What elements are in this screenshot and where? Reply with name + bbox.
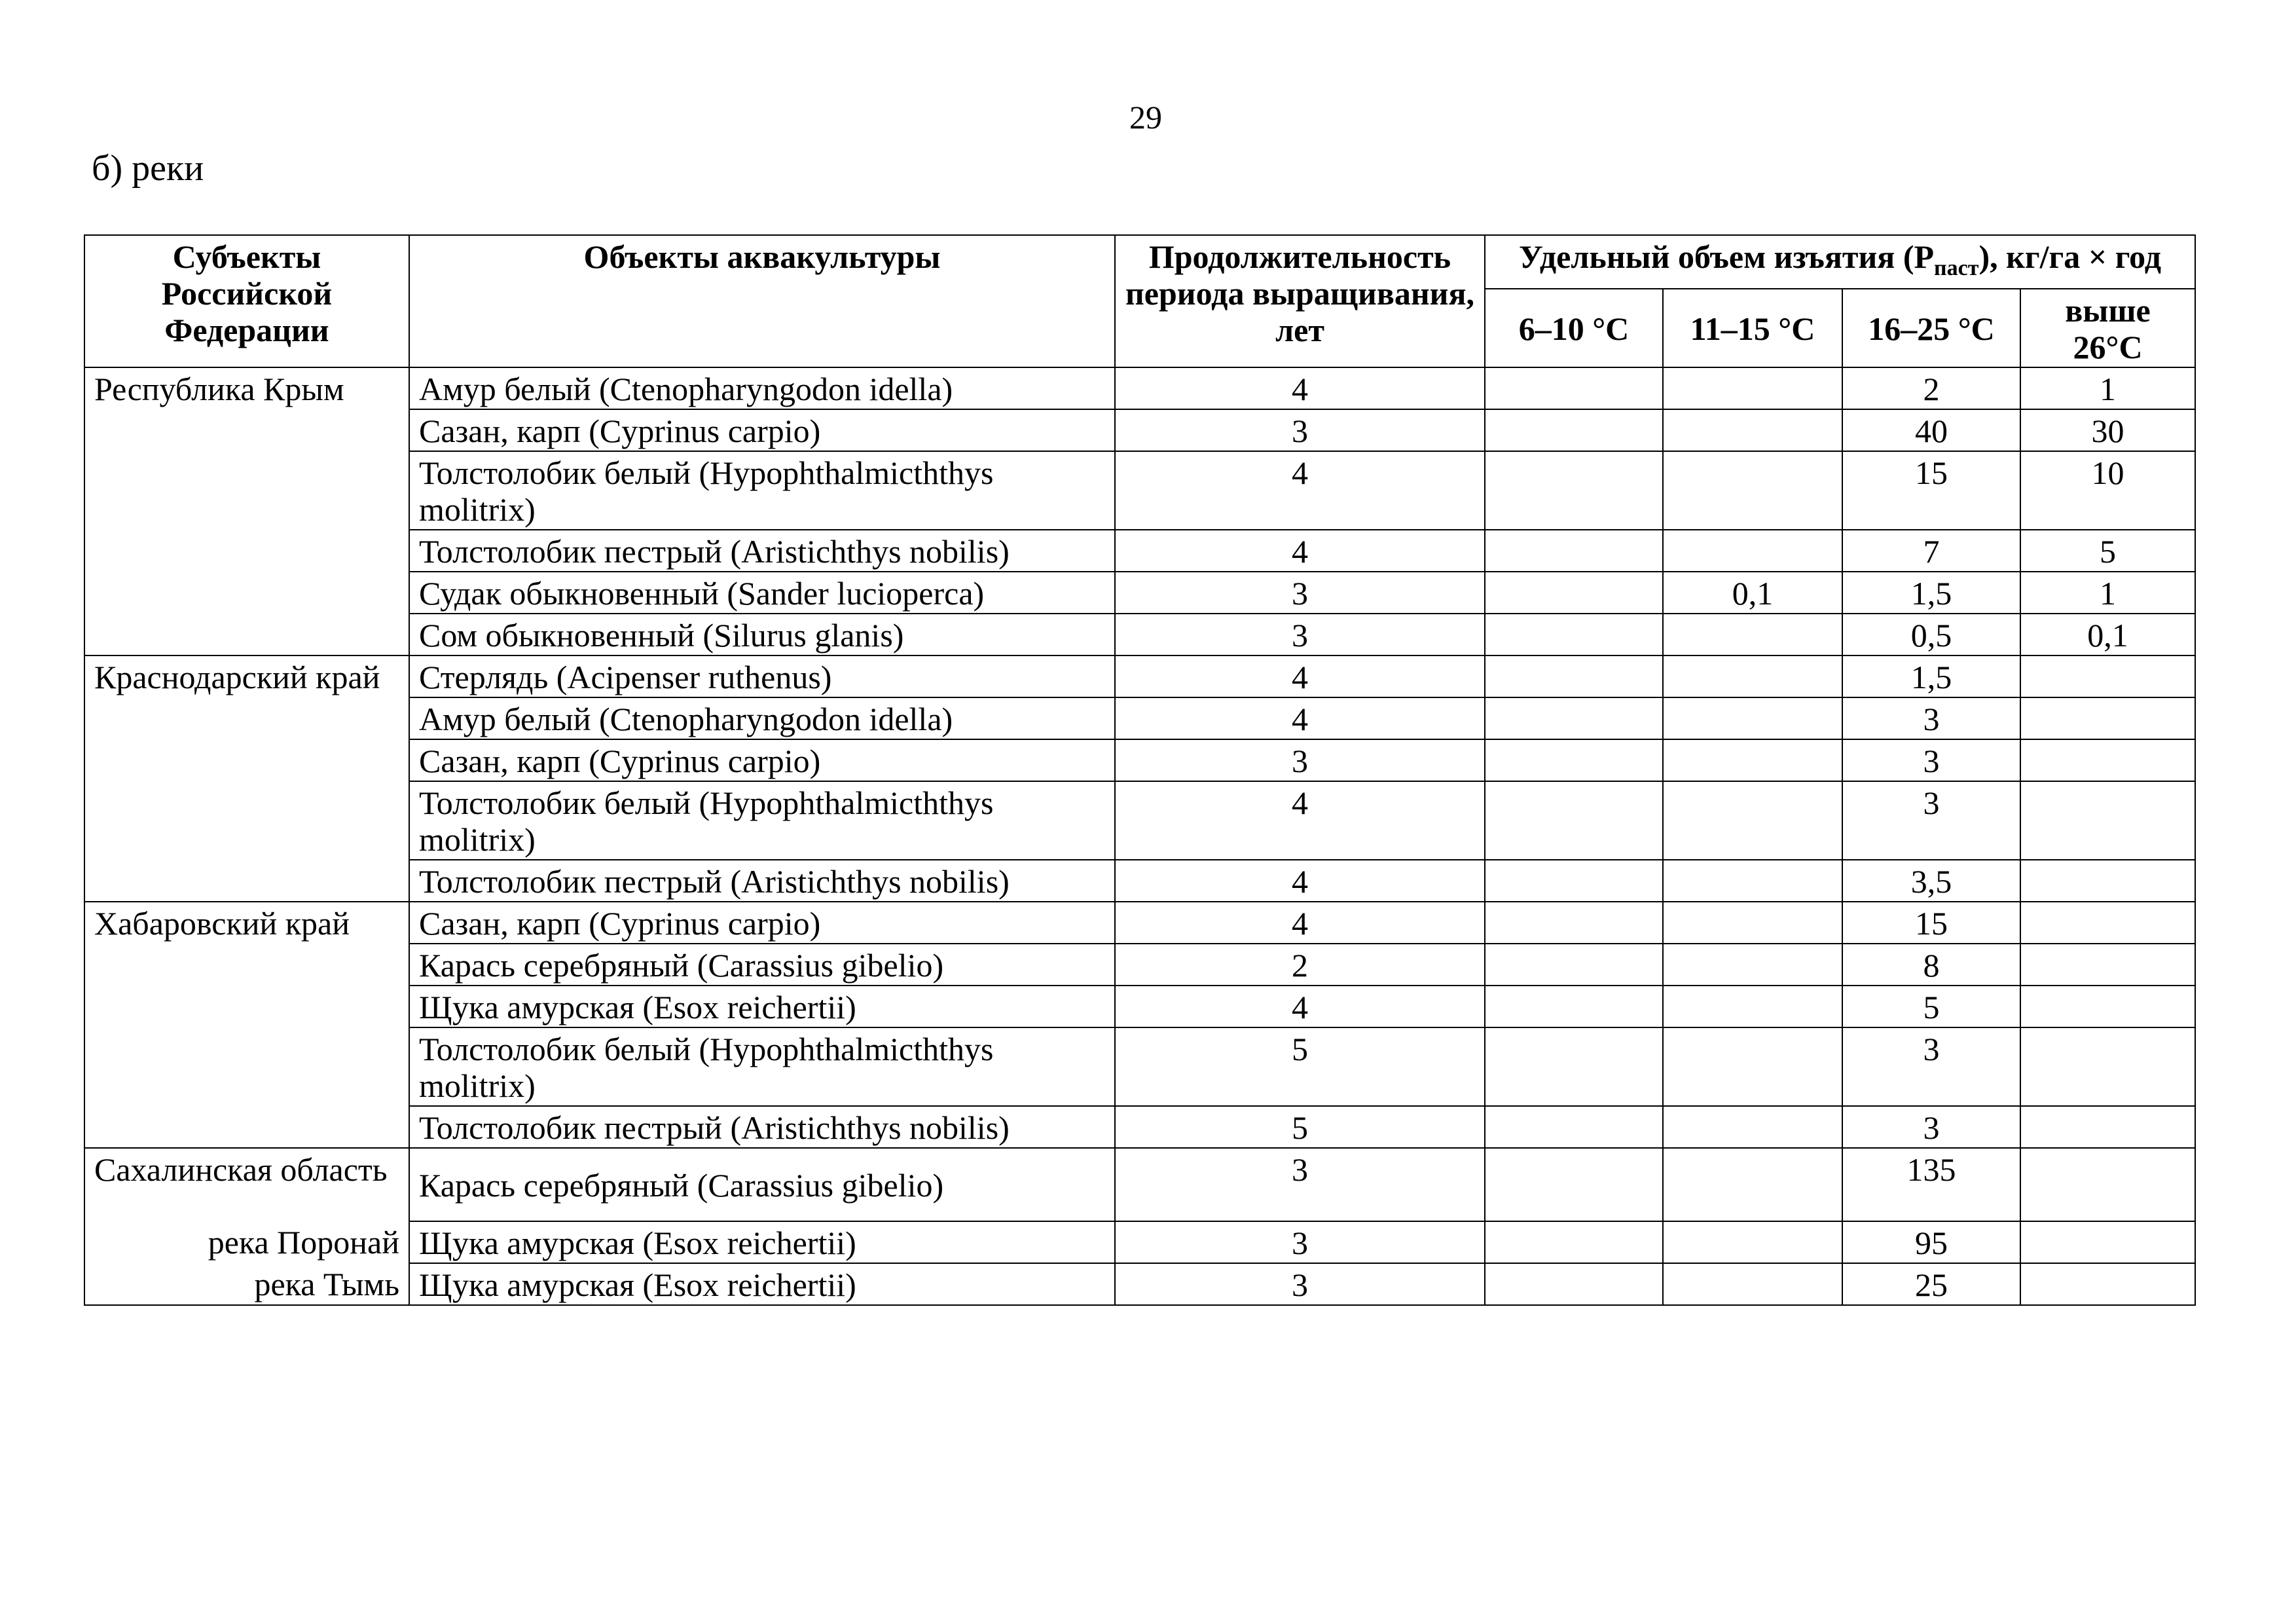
duration-cell: 4 <box>1115 655 1485 697</box>
temp-16-25-cell: 8 <box>1842 944 2020 986</box>
temp-11-15-cell: 0,1 <box>1663 572 1842 614</box>
temp-11-15-cell <box>1663 986 1842 1027</box>
temp-16-25-cell: 3 <box>1842 739 2020 781</box>
table-row <box>84 986 2195 1027</box>
temp-16-25-cell: 15 <box>1842 902 2020 944</box>
subject-cell <box>84 1263 409 1305</box>
temp-6-10-cell <box>1485 655 1663 697</box>
section-title: б) реки <box>92 148 204 189</box>
object-cell: Толстолобик пестрый (Aristichthys nobilis) <box>409 860 1115 902</box>
object-cell: Сазан, карп (Cyprinus carpio) <box>409 902 1115 944</box>
temp-11-15-cell <box>1663 1221 1842 1263</box>
subject-name: Республика Крым <box>94 371 344 407</box>
header-temp-11-15: 11–15 °C <box>1663 289 1842 367</box>
temp-16-25-cell: 40 <box>1842 409 2020 451</box>
temp-11-15-cell <box>1663 860 1842 902</box>
table-row <box>84 572 2195 614</box>
temp-above-26-cell <box>2020 1148 2195 1221</box>
duration-cell: 4 <box>1115 902 1485 944</box>
header-volume-sub: паст <box>1934 256 1979 280</box>
object-cell: Толстолобик пестрый (Aristichthys nobilis) <box>409 530 1115 572</box>
table-row <box>84 781 2195 860</box>
header-objects: Объекты аквакультуры <box>409 235 1115 367</box>
header-temp-6-10: 6–10 °C <box>1485 289 1663 367</box>
table-row <box>84 451 2195 530</box>
temp-above-26-cell <box>2020 860 2195 902</box>
temp-16-25-cell: 3 <box>1842 697 2020 739</box>
temp-16-25-cell: 1,5 <box>1842 572 2020 614</box>
header-volume <box>1485 235 2195 289</box>
object-cell: Карась серебряный (Carassius gibelio) <box>409 944 1115 986</box>
duration-cell: 4 <box>1115 451 1485 530</box>
header-duration: Продолжительность периода выращивания, лет <box>1115 235 1485 367</box>
subject-cell <box>84 986 409 1027</box>
sub-subject-name: река Поронай <box>208 1224 399 1261</box>
duration-cell: 4 <box>1115 986 1485 1027</box>
subject-cell <box>84 902 409 944</box>
temp-6-10-cell <box>1485 781 1663 860</box>
sub-subject-name: река Тымь <box>254 1266 399 1302</box>
subject-cell <box>84 409 409 451</box>
temp-6-10-cell <box>1485 572 1663 614</box>
temp-above-26-cell <box>2020 1106 2195 1148</box>
duration-cell: 3 <box>1115 572 1485 614</box>
temp-11-15-cell <box>1663 367 1842 409</box>
subject-cell <box>84 367 409 409</box>
temp-11-15-cell <box>1663 655 1842 697</box>
subject-cell <box>84 1148 409 1221</box>
temp-16-25-cell: 0,5 <box>1842 614 2020 655</box>
header-subjects: Субъекты Российской Федерации <box>84 235 409 367</box>
table-row <box>84 739 2195 781</box>
table-row <box>84 409 2195 451</box>
temp-16-25-cell: 3 <box>1842 1106 2020 1148</box>
object-cell: Щука амурская (Esox reichertii) <box>409 1221 1115 1263</box>
duration-cell: 4 <box>1115 697 1485 739</box>
temp-16-25-cell: 3 <box>1842 781 2020 860</box>
temp-above-26-cell <box>2020 944 2195 986</box>
object-cell: Щука амурская (Esox reichertii) <box>409 986 1115 1027</box>
duration-cell: 3 <box>1115 614 1485 655</box>
object-cell: Амур белый (Ctenopharyngodon idella) <box>409 697 1115 739</box>
subject-name: Краснодарский край <box>94 659 380 695</box>
temp-6-10-cell <box>1485 1027 1663 1106</box>
object-cell: Амур белый (Ctenopharyngodon idella) <box>409 367 1115 409</box>
table-row <box>84 1148 2195 1221</box>
temp-above-26-cell <box>2020 697 2195 739</box>
temp-11-15-cell <box>1663 614 1842 655</box>
temp-above-26-cell: 10 <box>2020 451 2195 530</box>
temp-16-25-cell: 135 <box>1842 1148 2020 1221</box>
temp-11-15-cell <box>1663 1148 1842 1221</box>
temp-6-10-cell <box>1485 1148 1663 1221</box>
temp-above-26-cell <box>2020 902 2195 944</box>
temp-above-26-cell <box>2020 1263 2195 1305</box>
table-row <box>84 697 2195 739</box>
table-row <box>84 1263 2195 1305</box>
duration-cell: 3 <box>1115 1263 1485 1305</box>
temp-16-25-cell: 15 <box>1842 451 2020 530</box>
subject-cell <box>84 1106 409 1148</box>
temp-6-10-cell <box>1485 697 1663 739</box>
duration-cell: 5 <box>1115 1027 1485 1106</box>
duration-cell: 4 <box>1115 781 1485 860</box>
temp-6-10-cell <box>1485 1263 1663 1305</box>
object-cell: Сазан, карп (Cyprinus carpio) <box>409 739 1115 781</box>
temp-11-15-cell <box>1663 739 1842 781</box>
temp-6-10-cell <box>1485 367 1663 409</box>
object-cell: Карась серебряный (Carassius gibelio) <box>409 1148 1115 1221</box>
object-cell: Толстолобик белый (Hypophthalmicththys molitrix) <box>409 781 1115 860</box>
temp-11-15-cell <box>1663 902 1842 944</box>
temp-6-10-cell <box>1485 986 1663 1027</box>
temp-16-25-cell: 1,5 <box>1842 655 2020 697</box>
subject-cell <box>84 860 409 902</box>
temp-16-25-cell: 95 <box>1842 1221 2020 1263</box>
temp-16-25-cell: 3 <box>1842 1027 2020 1106</box>
header-volume-main: Удельный объем изъятия (P <box>1519 238 1935 275</box>
temp-6-10-cell <box>1485 451 1663 530</box>
temp-11-15-cell <box>1663 1106 1842 1148</box>
temp-6-10-cell <box>1485 944 1663 986</box>
temp-6-10-cell <box>1485 902 1663 944</box>
duration-cell: 4 <box>1115 860 1485 902</box>
object-cell: Сазан, карп (Cyprinus carpio) <box>409 409 1115 451</box>
temp-11-15-cell <box>1663 451 1842 530</box>
temp-6-10-cell <box>1485 614 1663 655</box>
subject-name: Сахалинская область <box>94 1151 388 1188</box>
temp-16-25-cell: 3,5 <box>1842 860 2020 902</box>
table-body <box>84 367 2195 1305</box>
subject-name: Хабаровский край <box>94 905 350 942</box>
object-cell: Толстолобик белый (Hypophthalmicththys molitrix) <box>409 451 1115 530</box>
table-row <box>84 1106 2195 1148</box>
duration-cell: 3 <box>1115 739 1485 781</box>
temp-above-26-cell <box>2020 739 2195 781</box>
table-row <box>84 530 2195 572</box>
temp-16-25-cell: 2 <box>1842 367 2020 409</box>
temp-6-10-cell <box>1485 739 1663 781</box>
duration-cell: 3 <box>1115 1148 1485 1221</box>
object-cell: Стерлядь (Acipenser ruthenus) <box>409 655 1115 697</box>
temp-above-26-cell <box>2020 781 2195 860</box>
temp-above-26-cell <box>2020 986 2195 1027</box>
table-row <box>84 367 2195 409</box>
temp-above-26-cell: 30 <box>2020 409 2195 451</box>
table-row <box>84 860 2195 902</box>
temp-11-15-cell <box>1663 944 1842 986</box>
temp-11-15-cell <box>1663 781 1842 860</box>
duration-cell: 4 <box>1115 367 1485 409</box>
temp-16-25-cell: 5 <box>1842 986 2020 1027</box>
temp-above-26-cell <box>2020 655 2195 697</box>
temp-above-26-cell <box>2020 1221 2195 1263</box>
duration-cell: 2 <box>1115 944 1485 986</box>
subject-cell <box>84 1221 409 1263</box>
subject-cell <box>84 781 409 860</box>
temp-above-26-cell: 0,1 <box>2020 614 2195 655</box>
subject-cell <box>84 614 409 655</box>
temp-11-15-cell <box>1663 409 1842 451</box>
object-cell: Толстолобик пестрый (Aristichthys nobilis) <box>409 1106 1115 1148</box>
temp-above-26-cell: 5 <box>2020 530 2195 572</box>
table-row <box>84 1027 2195 1106</box>
temp-6-10-cell <box>1485 1221 1663 1263</box>
duration-cell: 5 <box>1115 1106 1485 1148</box>
header-temp-16-25: 16–25 °C <box>1842 289 2020 367</box>
temp-above-26-cell <box>2020 1027 2195 1106</box>
table-header <box>84 235 2195 367</box>
temp-6-10-cell <box>1485 860 1663 902</box>
duration-cell: 4 <box>1115 530 1485 572</box>
table-row <box>84 655 2195 697</box>
subject-cell <box>84 1027 409 1106</box>
table-row <box>84 902 2195 944</box>
duration-cell: 3 <box>1115 409 1485 451</box>
temp-16-25-cell: 7 <box>1842 530 2020 572</box>
temp-6-10-cell <box>1485 530 1663 572</box>
subject-cell <box>84 697 409 739</box>
temp-6-10-cell <box>1485 409 1663 451</box>
object-cell: Сом обыкновенный (Silurus glanis) <box>409 614 1115 655</box>
temp-16-25-cell: 25 <box>1842 1263 2020 1305</box>
subject-cell <box>84 739 409 781</box>
subject-cell <box>84 655 409 697</box>
header-volume-unit: ), кг/га × год <box>1978 238 2162 275</box>
subject-cell <box>84 451 409 530</box>
object-cell: Судак обыкновенный (Sander lucioperca) <box>409 572 1115 614</box>
header-temp-above-26: выше 26°C <box>2020 289 2195 367</box>
table-row <box>84 944 2195 986</box>
temp-11-15-cell <box>1663 1027 1842 1106</box>
temp-11-15-cell <box>1663 530 1842 572</box>
temp-11-15-cell <box>1663 1263 1842 1305</box>
temp-above-26-cell: 1 <box>2020 367 2195 409</box>
object-cell: Толстолобик белый (Hypophthalmicththys molitrix) <box>409 1027 1115 1106</box>
temp-11-15-cell <box>1663 697 1842 739</box>
table-row <box>84 614 2195 655</box>
temp-above-26-cell: 1 <box>2020 572 2195 614</box>
page-number: 29 <box>1129 99 1162 136</box>
aquaculture-table <box>84 234 2196 1306</box>
temp-6-10-cell <box>1485 1106 1663 1148</box>
subject-cell <box>84 530 409 572</box>
object-cell: Щука амурская (Esox reichertii) <box>409 1263 1115 1305</box>
table-row <box>84 1221 2195 1263</box>
subject-cell <box>84 572 409 614</box>
subject-cell <box>84 944 409 986</box>
duration-cell: 3 <box>1115 1221 1485 1263</box>
